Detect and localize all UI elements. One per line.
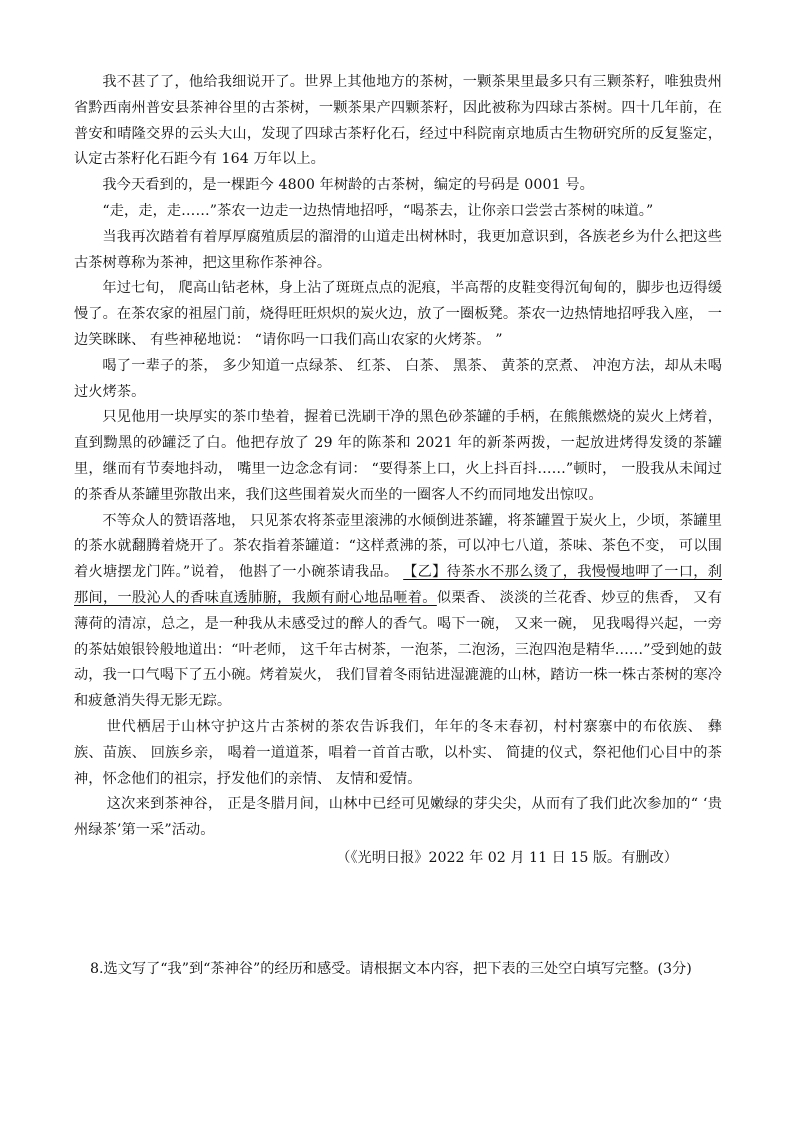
article-paragraph: 我不甚了了，他给我细说开了。世界上其他地方的茶树，一颗茶果里最多只有三颗茶籽，唯独贵州省黔西南州普安县茶神谷里的古茶树，一颗茶果产四颗茶籽，因此被称为四球古茶树。四十几年前，在普安和晴隆交界的云头大山，发现了四球古茶籽化石，经过中科院南京地质古生物研究所的反复鉴定，认定古茶籽化石距今有 164 万年以上。 (74, 74, 722, 168)
question-8: 8.选文写了“我”到“茶神谷”的经历和感受。请根据文本内容，把下表的三处空白填写完整。(3分) (90, 961, 692, 977)
article-paragraph: 这次来到茶神谷， 正是冬腊月间，山林中已经可见嫩绿的芽尖尖，从而有了我们此次参加的“ ‘贵州绿茶’第一采”活动。 (74, 796, 722, 839)
article-body (74, 70, 722, 872)
article-paragraph: 当我再次踏着有着厚厚腐殖质层的溜滑的山道走出树林时，我更加意识到，各族老乡为什么把这些古茶树尊称为茶神，把这里称作茶神谷。 (74, 228, 722, 271)
article-paragraph: 喝了一辈子的茶， 多少知道一点绿茶、 红茶、 白茶、 黑茶、 黄茶的烹煮、 冲泡方法，却从未喝过火烤茶。 (74, 357, 722, 400)
article-paragraph-with-underline (74, 509, 722, 715)
article-paragraph: “走，走，走……”茶农一边走一边热情地招呼，“喝茶去，让你亲口尝尝古茶树的味道。” (102, 202, 654, 219)
underlined-passage-yi: 【乙】待茶水不那么烫了，我慢慢地呷了一口，刹那间，一股沁人的香味直透肺腑，我颇有耐心地品咂着。 (74, 564, 722, 606)
source-citation: （《光明日报》2022 年 02 月 11 日 15 版。有删改） (336, 849, 678, 866)
article-paragraph: 我今天看到的，是一棵距今 4800 年树龄的古茶树，编定的号码是 0001 号。 (102, 177, 594, 194)
article-paragraph: 年过七旬， 爬高山钻老林，身上沾了斑斑点点的泥痕，半高帮的皮鞋变得沉甸甸的，脚步也迈得缓慢了。在茶农家的祖屋门前，烧得旺旺炽炽的炭火边，放了一圈板凳。茶农一边热情地招呼我入座， 一边笑眯眯、 有些神秘地说： “请你吗一口我们高山农家的火烤茶。 ” (74, 280, 722, 348)
paragraph-text-after: 似栗香、 淡淡的兰花香、炒豆的焦香， 又有薄荷的清凉，总之，是一种我从未感受过的醉人的香气。喝下一碗， 又来一碗， 见我喝得兴起，一旁的茶姑娘银铃般地道出：“叶老师， 这千年古树茶，一泡茶，二泡汤，三泡四泡是精华……”受到她的鼓动，我一口气喝下了五小碗。烤着炭火， 我们冒着冬雨钻进湿漉漉的山林，踏访一株一株古茶树的寒冷和疲惫消失得无影无踪。 (74, 589, 722, 710)
article-paragraph: 世代栖居于山林守护这片古茶树的茶农告诉我们，年年的冬末春初，村村寨寨中的布依族、 彝族、苗族、 回族乡亲， 喝着一道道茶，唱着一首首古歌，以朴实、 简捷的仪式，祭祀他们心目中的茶神，怀念他们的祖宗，抒发他们的亲情、 友情和爱情。 (74, 718, 722, 787)
article-paragraph: 只见他用一块厚实的茶巾垫着，握着已洗刷干净的黑色砂茶罐的手柄，在熊熊燃烧的炭火上烤着，直到黝黑的砂罐泛了白。他把存放了 29 年的陈茶和 2021 年的新茶两拨，一起放进烤得发烫的茶罐里，继而有节奏地抖动， 嘴里一边念念有词： “要得茶上口，火上抖百抖……”顿时， 一股我从未闻过的茶香从茶罐里弥散出来，我们这些围着炭火而坐的一圈客人不约而同地发出惊叹。 (74, 409, 722, 503)
paragraph-text-before: 不等众人的赞语落地， 只见茶农将茶壶里滚沸的水倾倒进茶罐，将茶罐置于炭火上，少顷，茶罐里的茶水就翻腾着烧开了。茶农指着茶罐道：“这样煮沸的茶，可以冲七八道，茶味、茶色不变， 可以围着火塘摆龙门阵。”说着， 他斟了一小碗茶请我品。 (74, 512, 722, 581)
